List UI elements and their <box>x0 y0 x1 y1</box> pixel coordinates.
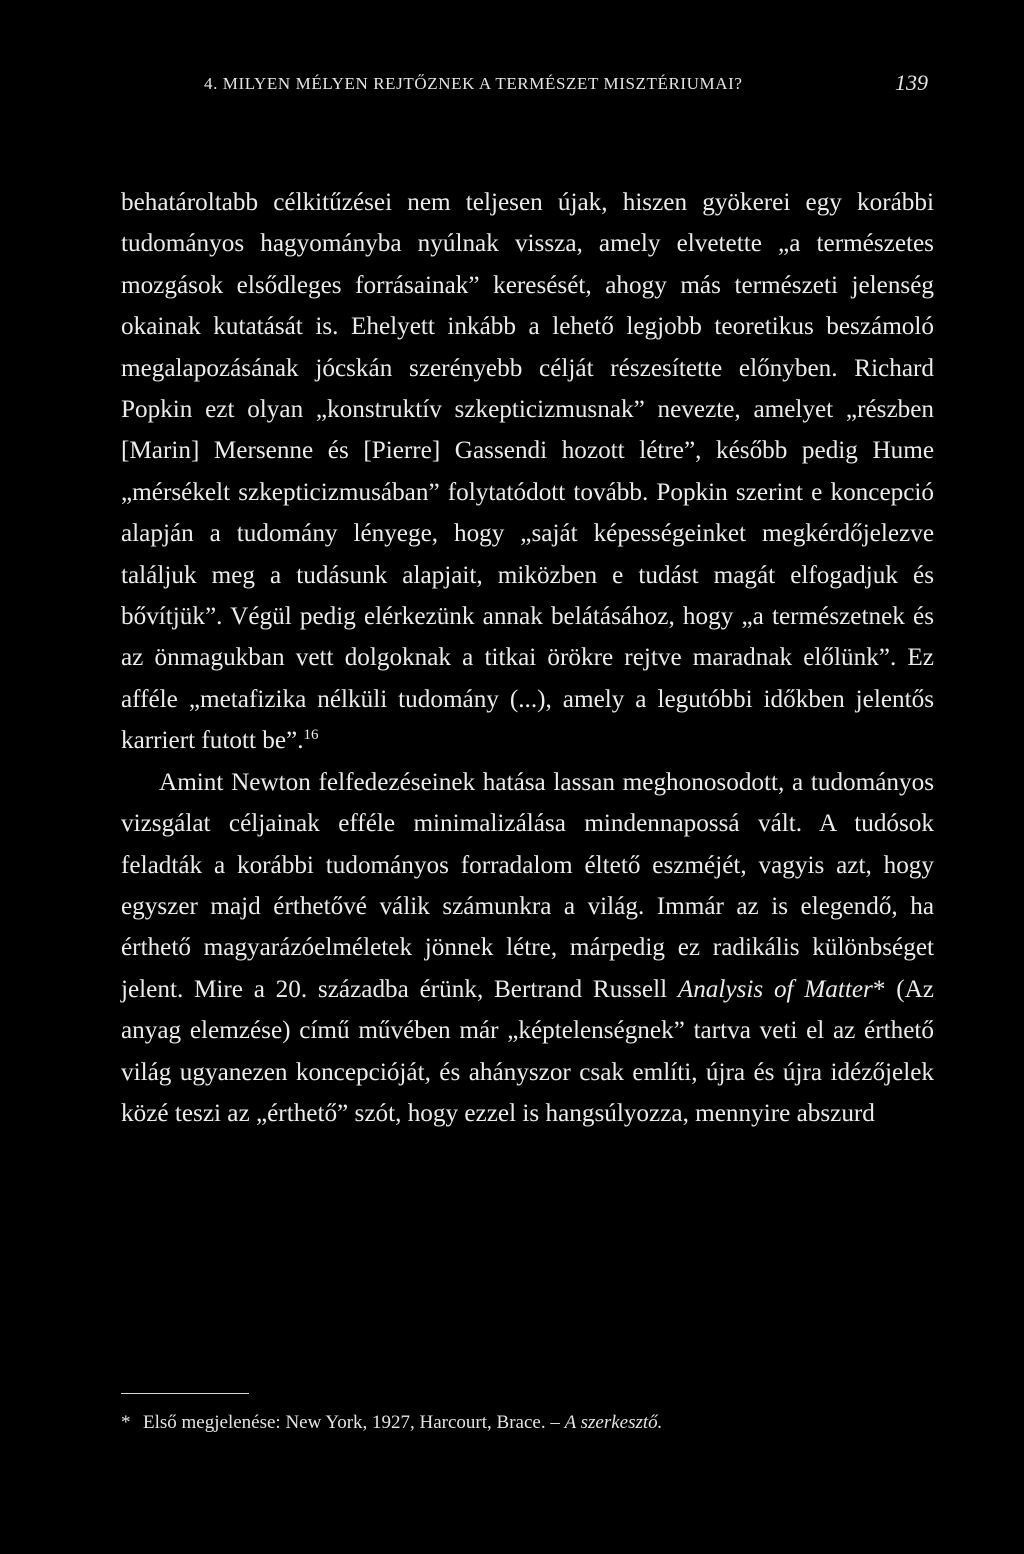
paragraph-1 <box>121 182 934 762</box>
footnote-divider <box>121 1393 249 1394</box>
footnote-star-marker: * <box>872 975 886 1003</box>
footnote-editor-note: A szerkesztő. <box>564 1412 663 1433</box>
body-text <box>121 182 934 1134</box>
footnote-reference-16: 16 <box>303 727 319 744</box>
book-title: Analysis of Matter <box>677 975 873 1003</box>
paragraph-2-text-b: (Az anyag elemzése) című művében már „képtelenségnek” tartva veti el az érthető világ ugyanezen koncepcióját, és ahányszor csak említi, újra és újra idézőjelek közé teszi az „érthető” szót, hogy ezzel is hangsúlyozza, mennyire abszurd <box>121 975 934 1127</box>
paragraph-2-text-a: Amint Newton felfedezéseinek hatása lassan meghonosodott, a tudományos vizsgálat céljainak efféle minimalizálása mindennapossá vált. A tudósok feladták a korábbi tudományos forradalom éltető eszméjét, vagyis azt, hogy egyszer majd érthetővé válik számunkra a világ. Immár az is elegendő, ha érthető magyarázóelméletek jönnek létre, márpedig ez radikális különbséget jelent. Mire a 20. századba érünk, Bertrand Russell <box>121 768 934 1003</box>
footnote-marker: * <box>121 1412 131 1433</box>
footnote <box>121 1410 934 1436</box>
running-head: 4. MILYEN MÉLYEN REJTŐZNEK A TERMÉSZET MISZTÉRIUMAI? <box>204 74 743 93</box>
footnote-text: Első megjelenése: New York, 1927, Harcourt, Brace. – <box>143 1412 565 1433</box>
paragraph-1-text: behatároltabb célkitűzései nem teljesen újak, hiszen gyökerei egy korábbi tudományos hagyományba nyúlnak vissza, amely elvetette „a természetes mozgások elsődleges forrásainak” keresését, ahogy más természeti jelenség okainak kutatását is. Ehelyett inkább a lehető legjobb teoretikus beszámoló megalapozásának jócskán szerényebb célját részesítette előnyben. Richard Popkin ezt olyan „konstruktív szkepticizmusnak” nevezte, amelyet „részben [Marin] Mersenne és [Pierre] Gassendi hozott létre”, később pedig Hume „mérsékelt szkepticizmusában” folytatódott tovább. Popkin szerint e koncepció alapján a tudomány lényege, hogy „saját képességeinket megkérdőjelezve találjuk meg a tudásunk alapjait, miközben e tudást magát elfogadjuk és bővítjük”. Végül pedig elérkezünk annak belátásához, hogy „a természetnek és az önmagukban vett dolgoknak a titkai örökre rejtve maradnak előlünk”. Ez afféle „metafizika nélküli tudomány (...), amely a legutóbbi időkben jelentős karriert futott be”. <box>121 189 934 755</box>
page-number: 139 <box>895 70 928 95</box>
paragraph-2 <box>121 762 934 1135</box>
